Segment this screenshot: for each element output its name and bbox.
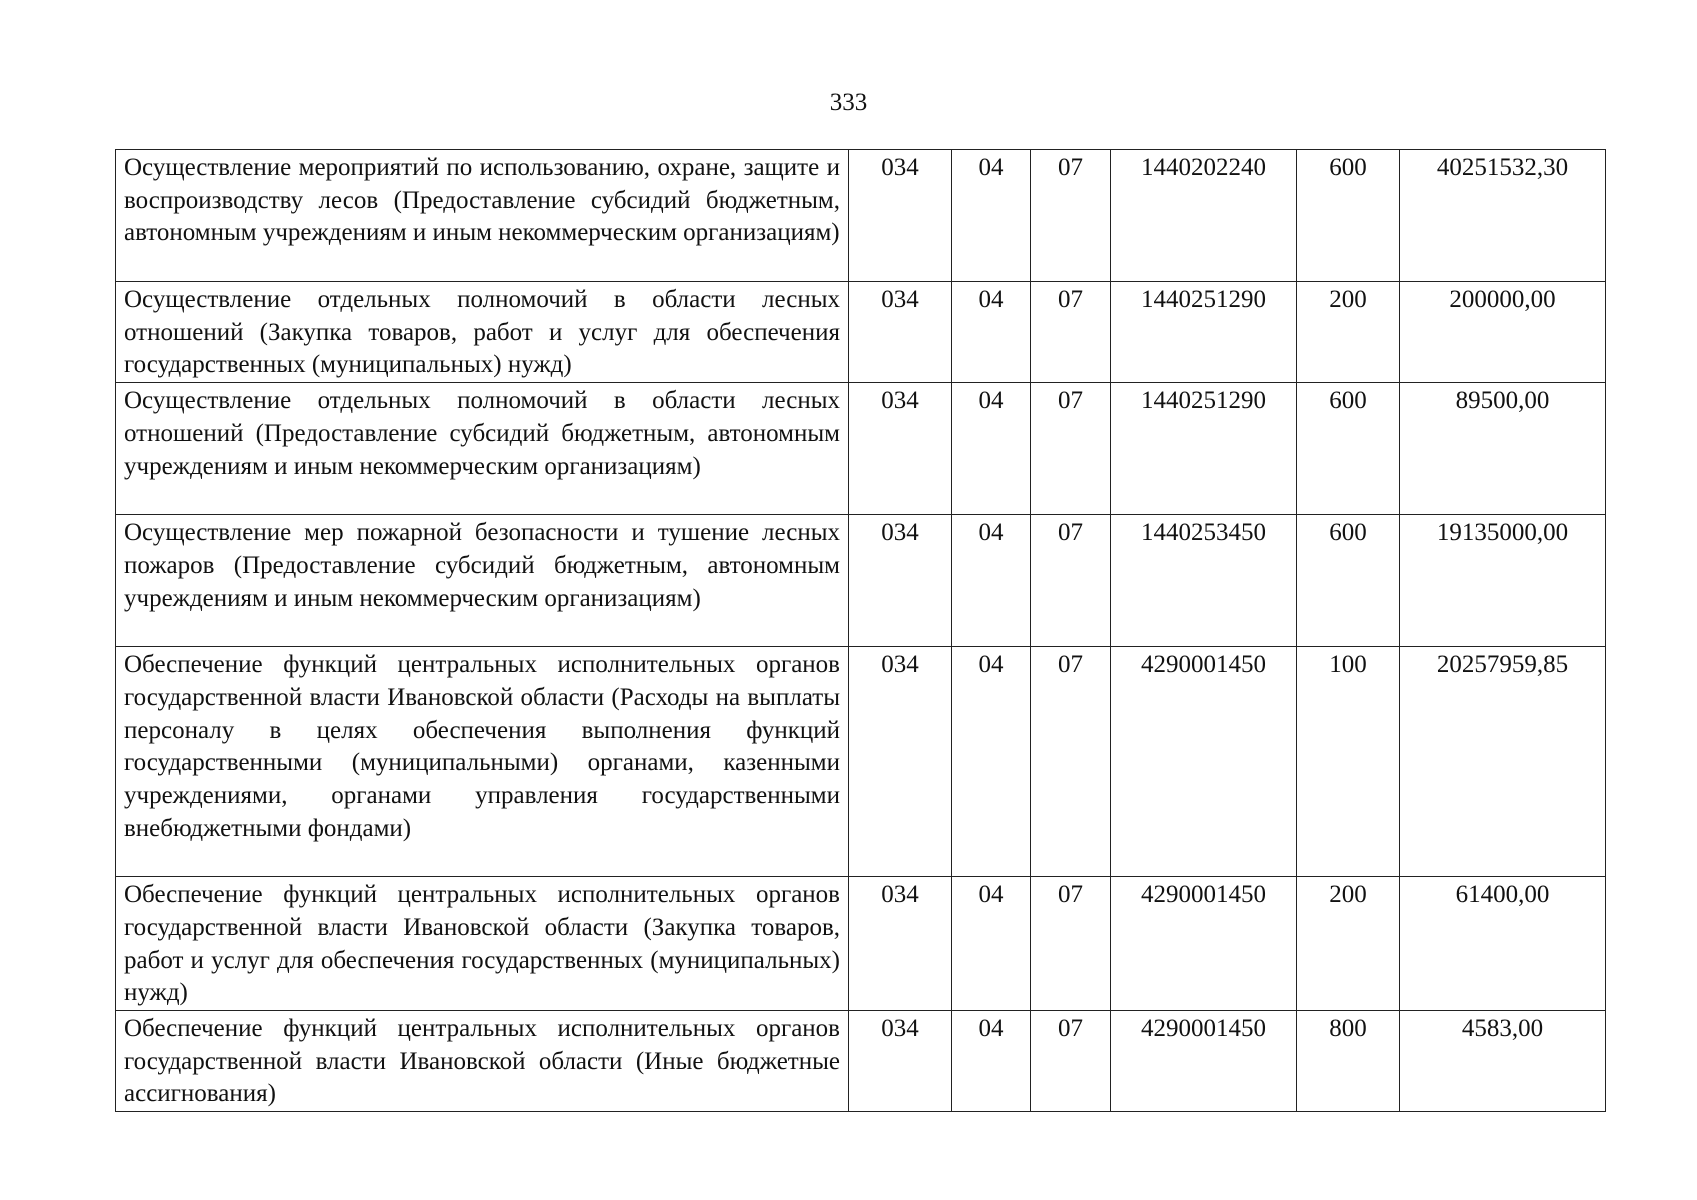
row-ministry-code: 034 [849,647,952,877]
row-description: Обеспечение функций центральных исполнительных органов государственной власти Ивановской области (Иные бюджетные ассигнования) [116,1010,849,1111]
row-amount: 40251532,30 [1400,150,1606,282]
table-row [116,877,1606,1011]
row-subsection-code: 07 [1031,647,1111,877]
row-ministry-code: 034 [849,515,952,647]
row-description: Обеспечение функций центральных исполнительных органов государственной власти Ивановской области (Закупка товаров, работ и услуг для обеспечения государственных (муниципальных) нужд) [116,877,849,1011]
row-expense-type-code: 600 [1297,515,1400,647]
row-amount: 4583,00 [1400,1010,1606,1111]
row-expense-type-code: 200 [1297,877,1400,1011]
row-section-code: 04 [952,1010,1031,1111]
row-target-code: 1440251290 [1111,383,1297,515]
row-expense-type-code: 600 [1297,383,1400,515]
row-section-code: 04 [952,515,1031,647]
table-row [116,150,1606,282]
table-row [116,383,1606,515]
row-amount: 20257959,85 [1400,647,1606,877]
row-subsection-code: 07 [1031,1010,1111,1111]
row-expense-type-code: 200 [1297,282,1400,383]
row-amount: 200000,00 [1400,282,1606,383]
row-ministry-code: 034 [849,877,952,1011]
row-description: Осуществление отдельных полномочий в области лесных отношений (Закупка товаров, работ и услуг для обеспечения государственных (муниципальных) нужд) [116,282,849,383]
row-amount: 89500,00 [1400,383,1606,515]
row-expense-type-code: 100 [1297,647,1400,877]
row-section-code: 04 [952,282,1031,383]
row-description: Осуществление мероприятий по использованию, охране, защите и воспроизводству лесов (Предоставление субсидий бюджетным, автономным учреждениям и иным некоммерческим организациям) [116,150,849,282]
budget-table [115,149,1606,1112]
row-target-code: 1440253450 [1111,515,1297,647]
table-row [116,647,1606,877]
row-ministry-code: 034 [849,1010,952,1111]
table-row [116,1010,1606,1111]
row-target-code: 4290001450 [1111,1010,1297,1111]
row-ministry-code: 034 [849,150,952,282]
row-target-code: 4290001450 [1111,877,1297,1011]
page-number: 333 [829,89,868,116]
row-ministry-code: 034 [849,383,952,515]
row-target-code: 1440251290 [1111,282,1297,383]
row-subsection-code: 07 [1031,515,1111,647]
row-subsection-code: 07 [1031,877,1111,1011]
row-description: Обеспечение функций центральных исполнительных органов государственной власти Ивановской области (Расходы на выплаты персоналу в целях обеспечения выполнения функций государственными (муниципальными) органами, казенными учреждениями, органами управления государственными внебюджетными фондами) [116,647,849,877]
row-subsection-code: 07 [1031,282,1111,383]
row-section-code: 04 [952,647,1031,877]
row-expense-type-code: 800 [1297,1010,1400,1111]
table-row [116,515,1606,647]
row-subsection-code: 07 [1031,383,1111,515]
row-expense-type-code: 600 [1297,150,1400,282]
row-section-code: 04 [952,150,1031,282]
row-target-code: 4290001450 [1111,647,1297,877]
row-amount: 19135000,00 [1400,515,1606,647]
row-target-code: 1440202240 [1111,150,1297,282]
row-section-code: 04 [952,383,1031,515]
row-ministry-code: 034 [849,282,952,383]
table-row [116,282,1606,383]
row-description: Осуществление отдельных полномочий в области лесных отношений (Предоставление субсидий бюджетным, автономным учреждениям и иным некоммерческим организациям) [116,383,849,515]
row-section-code: 04 [952,877,1031,1011]
row-description: Осуществление мер пожарной безопасности и тушение лесных пожаров (Предоставление субсидий бюджетным, автономным учреждениям и иным некоммерческим организациям) [116,515,849,647]
row-amount: 61400,00 [1400,877,1606,1011]
row-subsection-code: 07 [1031,150,1111,282]
